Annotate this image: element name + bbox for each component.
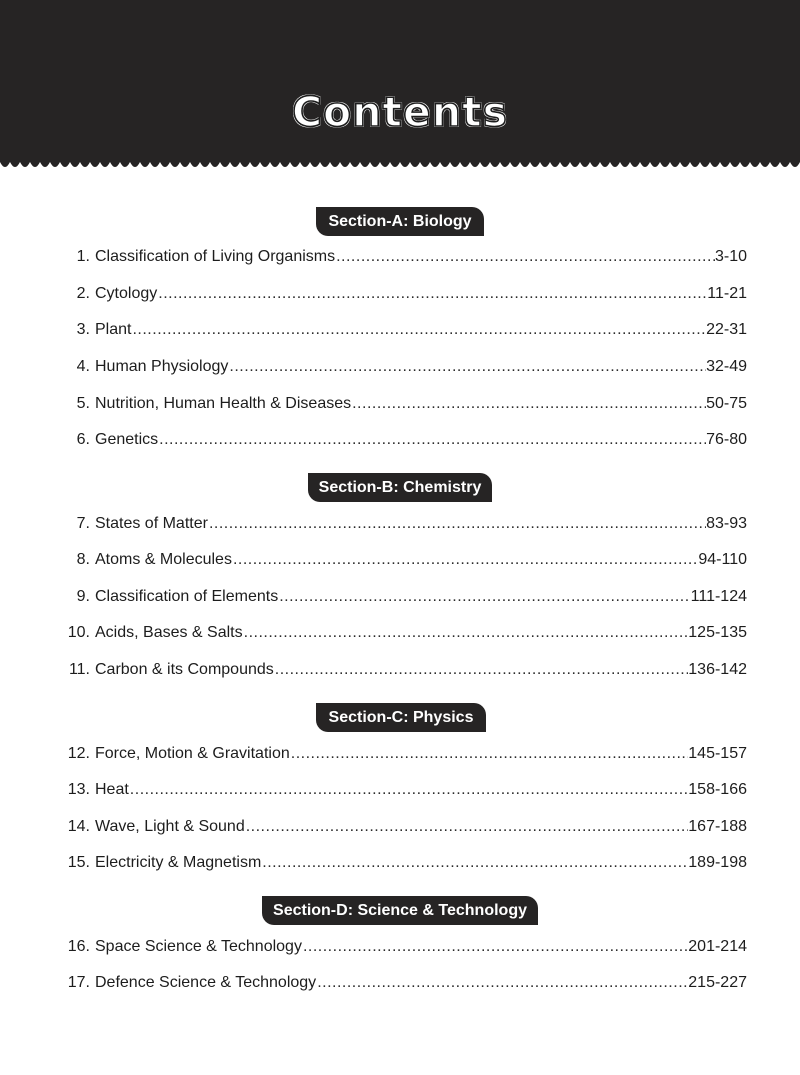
entry-pages: 32-49 <box>706 358 747 375</box>
entry-pages: 136-142 <box>688 661 747 678</box>
entry-pages: 11-21 <box>707 285 747 302</box>
dot-leader <box>335 245 715 269</box>
entry-number: 4. <box>76 358 90 375</box>
toc-entry[interactable] <box>60 658 747 682</box>
toc-entry[interactable] <box>60 512 747 536</box>
dot-leader <box>278 585 690 609</box>
dot-leader <box>351 392 706 416</box>
dot-leader <box>208 512 706 536</box>
entry-pages: 189-198 <box>688 854 747 871</box>
entry-number: 16. <box>67 938 90 955</box>
dot-leader <box>261 851 688 875</box>
entry-number: 7. <box>76 515 90 532</box>
toc-entry[interactable] <box>60 935 747 959</box>
entry-number: 17. <box>67 974 90 991</box>
entry-topic: Force, Motion & Gravitation <box>95 745 290 762</box>
section-label-science-technology: Section-D: Science & Technology <box>262 896 538 925</box>
toc-entry[interactable] <box>60 621 747 645</box>
entry-number: 9. <box>76 588 90 605</box>
dot-leader <box>157 282 707 306</box>
entry-number: 1. <box>76 248 90 265</box>
section-label-physics: Section-C: Physics <box>316 703 486 732</box>
toc-entry[interactable] <box>60 971 747 995</box>
entry-topic: Atoms & Molecules <box>95 551 232 568</box>
entry-pages: 158-166 <box>688 781 747 798</box>
toc-entry[interactable] <box>60 778 747 802</box>
toc-entry[interactable] <box>60 428 747 452</box>
dot-leader <box>243 621 689 645</box>
toc-entry[interactable] <box>60 355 747 379</box>
page-title-text: Contents <box>291 88 509 136</box>
entry-number: 6. <box>76 431 90 448</box>
dot-leader <box>245 815 689 839</box>
entry-pages: 50-75 <box>706 395 747 412</box>
entry-pages: 3-10 <box>714 248 747 265</box>
page-title <box>0 84 800 140</box>
entry-number: 13. <box>67 781 90 798</box>
dot-leader <box>158 428 706 452</box>
entry-topic: Acids, Bases & Salts <box>95 624 243 641</box>
toc-entry[interactable] <box>60 548 747 572</box>
page-header <box>0 0 800 172</box>
entry-pages: 125-135 <box>688 624 747 641</box>
entry-pages: 201-214 <box>688 938 747 955</box>
entry-topic: Heat <box>95 781 129 798</box>
entry-topic: Cytology <box>95 285 158 302</box>
toc-entry[interactable] <box>60 245 747 269</box>
section-label-chemistry: Section-B: Chemistry <box>308 473 492 502</box>
entry-topic: Nutrition, Human Health & Diseases <box>95 395 352 412</box>
entry-pages: 83-93 <box>706 515 747 532</box>
entry-topic: Plant <box>95 321 132 338</box>
entry-topic: Classification of Elements <box>95 588 279 605</box>
dot-leader <box>232 548 698 572</box>
entry-topic: Classification of Living Organisms <box>95 248 336 265</box>
dot-leader <box>274 658 689 682</box>
entry-number: 2. <box>76 285 90 302</box>
toc-entry[interactable] <box>60 815 747 839</box>
toc-entry[interactable] <box>60 282 747 306</box>
dot-leader <box>131 318 706 342</box>
entry-pages: 145-157 <box>688 745 747 762</box>
entry-number: 15. <box>67 854 90 871</box>
toc-entry[interactable] <box>60 585 747 609</box>
entry-pages: 22-31 <box>706 321 747 338</box>
entry-pages: 215-227 <box>688 974 747 991</box>
entry-topic: Genetics <box>95 431 159 448</box>
entry-topic: Electricity & Magnetism <box>95 854 262 871</box>
toc-entry[interactable] <box>60 851 747 875</box>
dot-leader <box>290 742 689 766</box>
section-label-biology: Section-A: Biology <box>316 207 484 236</box>
entry-number: 14. <box>67 818 90 835</box>
entry-number: 10. <box>67 624 90 641</box>
entry-topic: Wave, Light & Sound <box>95 818 245 835</box>
dot-leader <box>129 778 688 802</box>
entry-pages: 111-124 <box>690 588 747 605</box>
dot-leader <box>228 355 706 379</box>
toc-entry[interactable] <box>60 742 747 766</box>
entry-number: 3. <box>76 321 90 338</box>
entry-topic: Space Science & Technology <box>95 938 302 955</box>
dot-leader <box>302 935 688 959</box>
entry-number: 12. <box>67 745 90 762</box>
entry-number: 5. <box>76 395 90 412</box>
entry-topic: States of Matter <box>95 515 208 532</box>
dot-leader <box>316 971 688 995</box>
entry-number: 11. <box>68 661 90 678</box>
entry-topic: Human Physiology <box>95 358 229 375</box>
entry-pages: 94-110 <box>698 551 747 568</box>
entry-pages: 167-188 <box>688 818 747 835</box>
entry-topic: Defence Science & Technology <box>95 974 317 991</box>
entry-pages: 76-80 <box>706 431 747 448</box>
toc-entry[interactable] <box>60 318 747 342</box>
toc-entry[interactable] <box>60 392 747 416</box>
entry-topic: Carbon & its Compounds <box>95 661 274 678</box>
entry-number: 8. <box>76 551 90 568</box>
